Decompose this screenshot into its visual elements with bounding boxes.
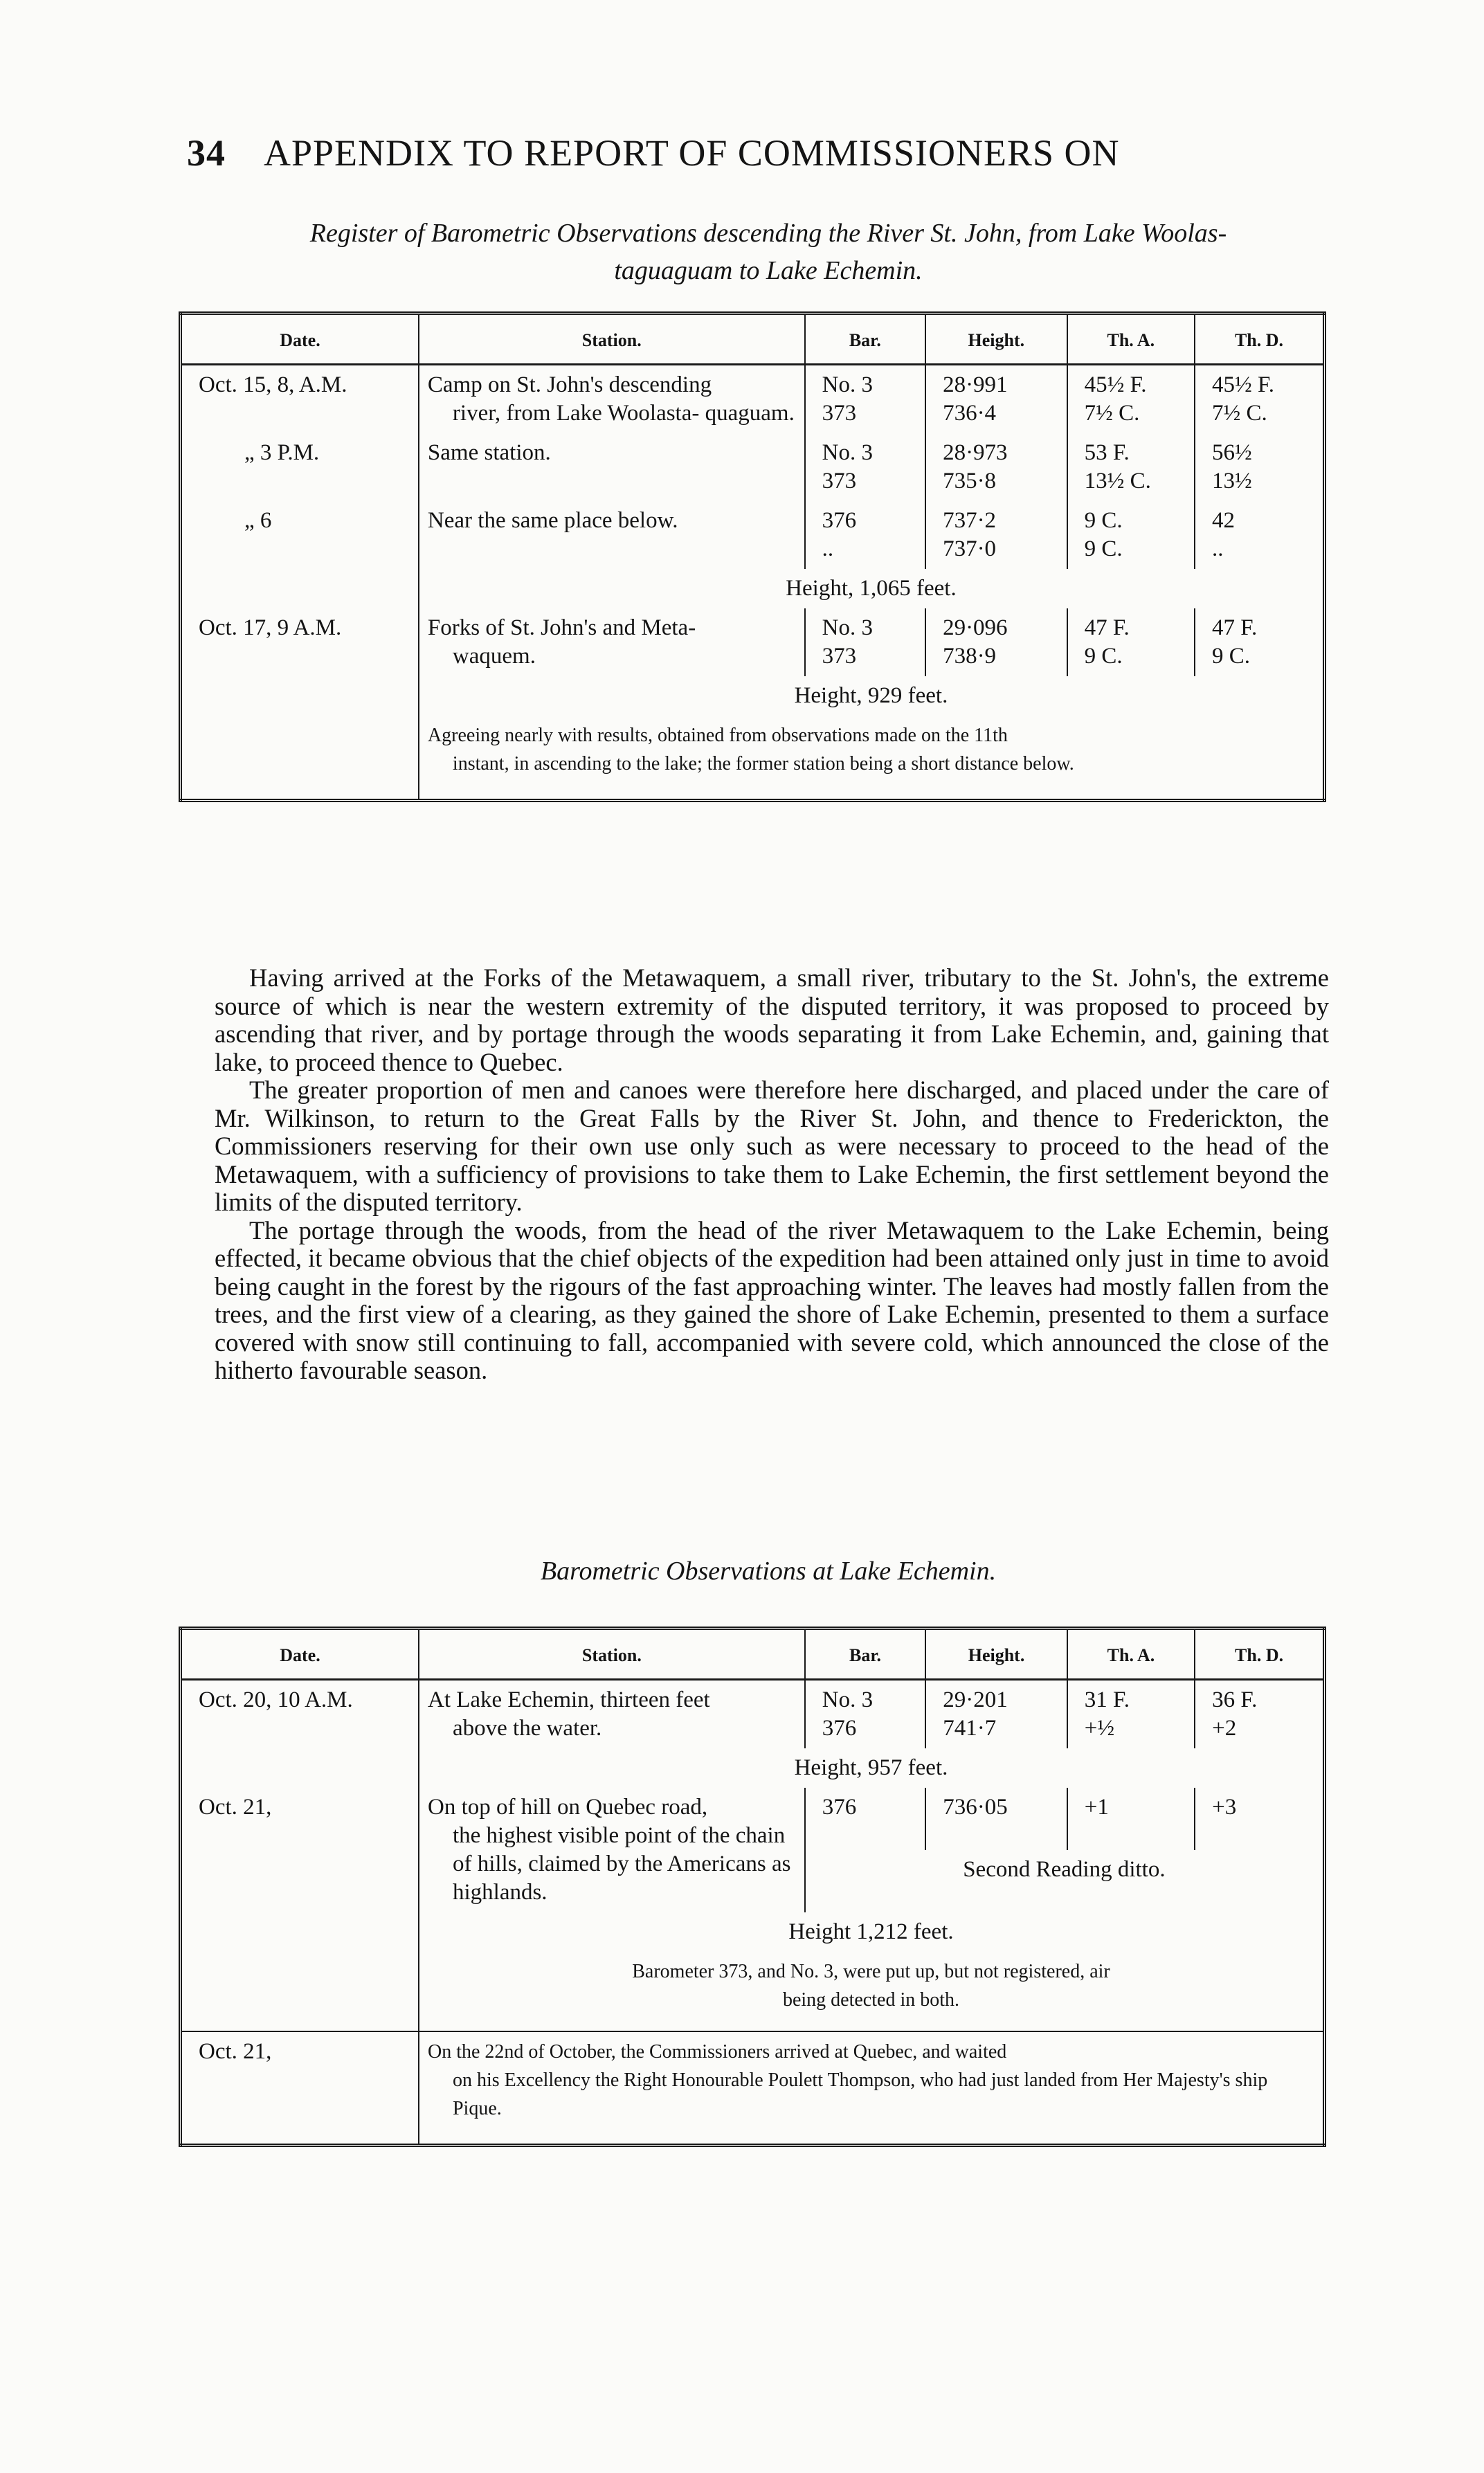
row-date: „ 6: [181, 501, 419, 569]
height-note-row: [181, 569, 1325, 608]
station-continuation: the highest visible point of the chain of hills, claimed by the Americans as highlands.: [452, 1823, 791, 1905]
row-station: [419, 608, 805, 676]
note-row: [181, 716, 1325, 801]
paragraph: The portage through the woods, from the head of the river Metawaquem to the Lake Echemin, being effected, it became obvious that the chief objects of the expedition had been attained only just in time to avoid being caught in the forest by the rigours of the fast approaching winter. The leaves had mostly fallen from the trees, and the first view of a clearing, as they gained the shore of Lake Echemin, presented to them a surface covered with snow still continuing to fall, accompanied with severe cold, which announced the close of the hitherto favourable season.: [215, 1215, 1329, 1384]
bar-value: 373: [822, 401, 857, 426]
height-value: 738·9: [943, 644, 997, 669]
bar-value: 376: [822, 508, 857, 533]
barometric-title: Barometric Observations at Lake Echemin.: [540, 1557, 997, 1586]
note-line: On the 22nd of October, the Commissioners arrived at Quebec, and waited: [427, 2041, 1007, 2063]
body-text: [215, 964, 1329, 1385]
height-note-row: [181, 1748, 1325, 1788]
row-date: Oct. 17, 9 A.M.: [181, 608, 419, 676]
bar-value: No. 3: [822, 615, 873, 640]
col-station: Station.: [419, 314, 805, 365]
row-height: [925, 501, 1067, 569]
row-tha: [1067, 608, 1195, 676]
empty-cell: [181, 1912, 419, 1952]
row-bar: [805, 365, 925, 434]
register-table: [179, 311, 1326, 802]
bar-value: No. 3: [822, 372, 873, 397]
register-title: [201, 215, 1336, 289]
bar-value: ..: [822, 536, 834, 561]
col-height: Height.: [925, 1629, 1067, 1680]
row-tha: [1067, 365, 1195, 434]
col-height: Height.: [925, 314, 1067, 365]
empty-cell: [181, 716, 419, 801]
row-tha: [1067, 433, 1195, 501]
row-thd: +3: [1212, 1795, 1237, 1820]
height-note: Height 1,212 feet.: [788, 1919, 954, 1944]
tha-value: +½: [1084, 1716, 1115, 1741]
running-title: APPENDIX TO REPORT OF COMMISSIONERS ON: [264, 132, 1120, 174]
register-header-row: [181, 314, 1325, 365]
row-tha: [1067, 1680, 1195, 1749]
row-height: [925, 1680, 1067, 1749]
thd-value: 42: [1212, 508, 1236, 533]
note-continuation: instant, in ascending to the lake; the former station being a short distance below.: [452, 753, 1074, 774]
station-line: Camp on St. John's descending: [427, 372, 712, 397]
table-row: [181, 608, 1325, 676]
bar-value: 373: [822, 469, 857, 493]
row-tha: [1067, 501, 1195, 569]
row-height: 736·05: [925, 1788, 1067, 1850]
row-height: [925, 433, 1067, 501]
thd-value: 7½ C.: [1212, 401, 1267, 426]
table-row: [181, 1788, 1325, 1850]
bar-value: 373: [822, 644, 857, 669]
tha-value: 31 F.: [1084, 1687, 1130, 1712]
note-row: [181, 1952, 1325, 2031]
table-row: [181, 1680, 1325, 1749]
row-thd: [1195, 433, 1324, 501]
barometric-header-row: [181, 1629, 1325, 1680]
thd-value: +2: [1212, 1716, 1237, 1741]
col-tha: Th. A.: [1067, 1629, 1195, 1680]
thd-value: 47 F.: [1212, 615, 1258, 640]
height-note: Height, 929 feet.: [794, 683, 948, 708]
row-bar: [805, 608, 925, 676]
row-bar: [805, 501, 925, 569]
row-thd: [1195, 1680, 1324, 1749]
col-bar: Bar.: [805, 1629, 925, 1680]
station-continuation: waquem.: [452, 644, 536, 669]
bar-value: No. 3: [822, 1687, 874, 1712]
tha-value: 9 C.: [1084, 644, 1123, 669]
empty-cell: [181, 569, 419, 608]
row-tha: +1: [1067, 1788, 1195, 1850]
row-bar: [805, 433, 925, 501]
height-value: 28·991: [943, 372, 1008, 397]
tha-value: 7½ C.: [1084, 401, 1140, 426]
col-tha: Th. A.: [1067, 314, 1195, 365]
height-value: 741·7: [943, 1716, 997, 1741]
thd-value: ..: [1212, 536, 1224, 561]
bar-value: No. 3: [822, 440, 873, 465]
second-reading: Second Reading ditto.: [963, 1857, 1166, 1882]
row-bar: [805, 1680, 925, 1749]
col-date: Date.: [181, 314, 419, 365]
row-station: [419, 501, 805, 569]
register-title-line1: Register of Barometric Observations descending the River St. John, from Lake Woolas-: [309, 219, 1227, 248]
height-note: Height, 957 feet.: [794, 1755, 948, 1780]
row-station: [419, 365, 805, 434]
empty-cell: [181, 1748, 419, 1788]
height-note-row: [181, 1912, 1325, 1952]
empty-cell: [181, 1952, 419, 2031]
row-thd: [1195, 501, 1324, 569]
paragraph: The greater proportion of men and canoes were therefore here discharged, and placed under the care of Mr. Wilkinson, to return to the Great Falls by the River St. John, and thence to Frederickton, the Commissioners reserving for their own use only such as were necessary to proceed to the head of the Metawaquem, with a sufficiency of provisions to take them to Lake Echemin, the first settlement beyond the limits of the disputed territory.: [215, 1076, 1329, 1216]
row-date: Oct. 21,: [181, 1788, 419, 1912]
thd-value: 9 C.: [1212, 644, 1251, 669]
station-line: At Lake Echemin, thirteen feet: [427, 1687, 710, 1712]
station-line: Same station.: [427, 440, 551, 465]
row-date: Oct. 20, 10 A.M.: [181, 1680, 419, 1749]
col-station: Station.: [419, 1629, 805, 1680]
agreeing-note: [419, 716, 1325, 801]
tha-value: 47 F.: [1084, 615, 1130, 640]
thd-value: 13½: [1212, 469, 1252, 493]
tha-value: 13½ C.: [1084, 469, 1151, 493]
table-row: [181, 433, 1325, 501]
note-line: Agreeing nearly with results, obtained from observations made on the 11th: [427, 725, 1008, 746]
row-bar: 376: [805, 1788, 925, 1850]
row-date: „ 3 P.M.: [181, 433, 419, 501]
table-row: [181, 365, 1325, 434]
height-value: 28·973: [943, 440, 1008, 465]
table-row: [181, 501, 1325, 569]
height-note: Height, 1,065 feet.: [786, 576, 957, 601]
col-thd: Th. D.: [1195, 1629, 1324, 1680]
row-height: [925, 608, 1067, 676]
table-row: [181, 2031, 1325, 2146]
height-note-row: [181, 676, 1325, 716]
row-height: [925, 365, 1067, 434]
tha-value: 53 F.: [1084, 440, 1130, 465]
station-line: Forks of St. John's and Meta-: [427, 615, 696, 640]
height-value: 29·201: [943, 1687, 1008, 1712]
page-header: [187, 132, 1267, 174]
col-thd: Th. D.: [1195, 314, 1324, 365]
note-line: Barometer 373, and No. 3, were put up, but not registered, air: [632, 1961, 1110, 1982]
thd-value: 36 F.: [1212, 1687, 1258, 1712]
height-value: 735·8: [943, 469, 997, 493]
station-continuation: above the water.: [452, 1716, 602, 1741]
row-date: Oct. 15, 8, A.M.: [181, 365, 419, 434]
barometric-table: [179, 1627, 1326, 2147]
page-number: 34: [187, 132, 226, 174]
col-bar: Bar.: [805, 314, 925, 365]
paragraph: Having arrived at the Forks of the Metawaquem, a small river, tributary to the St. John's, the extreme source of which is near the western extremity of the disputed territory, it was proposed to proceed by ascending that river, and by portage through the woods separating it from Lake Echemin, and, gaining that lake, to proceed thence to Quebec.: [215, 963, 1329, 1076]
note-line: being detected in both.: [782, 1989, 960, 2011]
note-continuation: on his Excellency the Right Honourable Poulett Thompson, who had just landed from Her Majesty's ship Pique.: [452, 2069, 1268, 2119]
station-line: Near the same place below.: [427, 508, 678, 533]
thd-value: 45½ F.: [1212, 372, 1274, 397]
col-date: Date.: [181, 1629, 419, 1680]
barometer-note: [419, 1952, 1325, 2031]
station-line: On top of hill on Quebec road,: [427, 1795, 708, 1820]
row-thd: [1195, 608, 1324, 676]
height-value: 737·0: [943, 536, 997, 561]
row-station: [419, 433, 805, 501]
row-station: [419, 1680, 805, 1749]
bar-value: 376: [822, 1716, 857, 1741]
tha-value: 9 C.: [1084, 508, 1123, 533]
row-date: Oct. 21,: [181, 2031, 419, 2146]
height-value: 737·2: [943, 508, 997, 533]
register-title-line2: taguaguam to Lake Echemin.: [614, 256, 923, 285]
height-value: 29·096: [943, 615, 1008, 640]
station-continuation: river, from Lake Woolasta- quaguam.: [452, 401, 795, 426]
arrival-note: [419, 2031, 1325, 2146]
empty-cell: [181, 676, 419, 716]
row-station: [419, 1788, 805, 1912]
tha-value: 9 C.: [1084, 536, 1123, 561]
tha-value: 45½ F.: [1084, 372, 1147, 397]
height-value: 736·4: [943, 401, 997, 426]
row-thd: [1195, 365, 1324, 434]
thd-value: 56½: [1212, 440, 1252, 465]
